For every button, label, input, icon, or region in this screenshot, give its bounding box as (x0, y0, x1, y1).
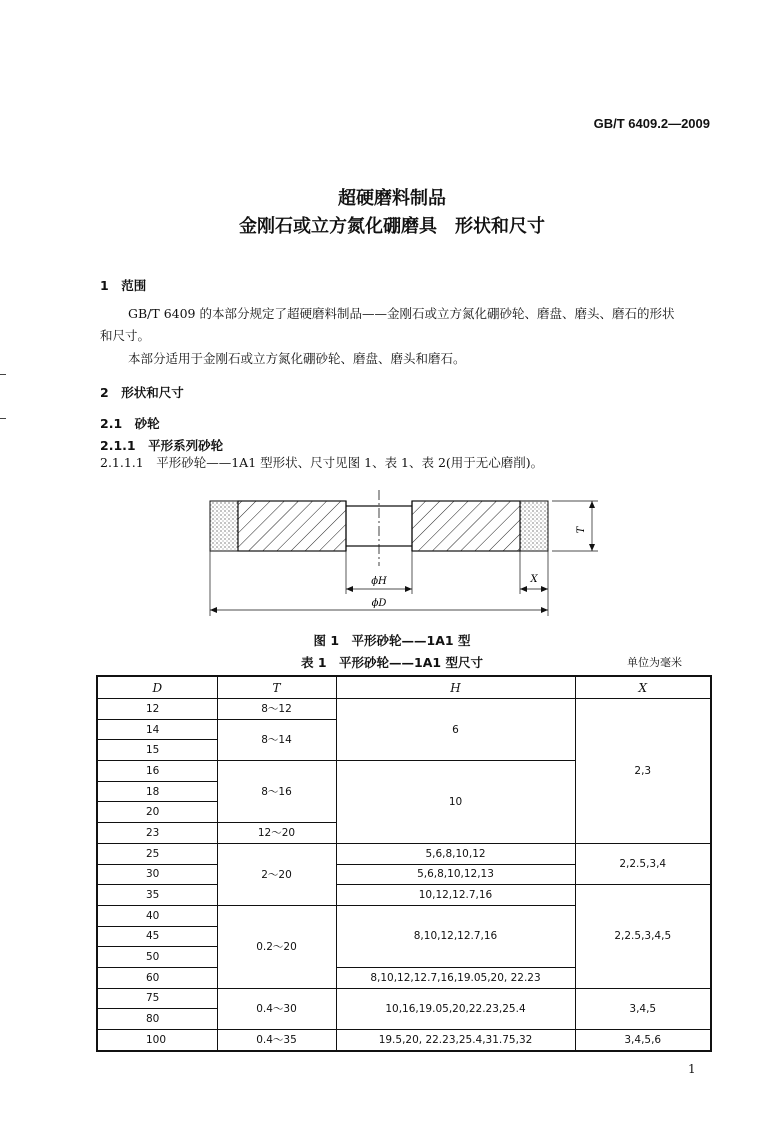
section-2-1-heading: 2.1 砂轮 (100, 416, 160, 431)
section-1-para-1-cont: 和尺寸。 (100, 328, 151, 343)
column-header: D (97, 676, 217, 699)
cell-D: 100 (97, 1030, 217, 1051)
cell-D: 16 (97, 761, 217, 782)
cell-T: 8～12 (217, 699, 336, 720)
cell-T: 8～14 (217, 719, 336, 760)
cell-H: 5,6,8,10,12 (336, 843, 575, 864)
dimension-T-label: T (576, 526, 587, 534)
dimensions-table (96, 675, 712, 1052)
cell-X: 2,2.5,3,4 (575, 843, 711, 884)
dimension-X-label: X (530, 574, 538, 585)
document-title: 超硬磨料制品 (338, 188, 446, 209)
margin-mark (0, 418, 6, 419)
cell-X: 2,2.5,3,4,5 (575, 885, 711, 988)
section-1-heading: 1 范围 (100, 278, 147, 293)
table-row (97, 1030, 711, 1051)
cell-H: 19.5,20, 22.23,25.4,31.75,32 (336, 1030, 575, 1051)
table-row (97, 988, 711, 1009)
cell-D: 40 (97, 905, 217, 926)
cell-D: 75 (97, 988, 217, 1009)
section-2-heading: 2 形状和尺寸 (100, 385, 184, 400)
cell-T: 8～16 (217, 761, 336, 823)
dimension-H-label: ϕH (371, 576, 387, 587)
column-header: T (217, 676, 336, 699)
wheel-body-right (412, 501, 520, 551)
cell-H: 10,16,19.05,20,22.23,25.4 (336, 988, 575, 1029)
table-row (97, 885, 711, 906)
margin-mark (0, 374, 6, 375)
abrasive-layer-left (210, 501, 238, 551)
cell-D: 60 (97, 967, 217, 988)
column-header: H (336, 676, 575, 699)
table-caption: 表 1 平形砂轮——1A1 型尺寸 (301, 655, 483, 670)
cell-T: 0.2～20 (217, 905, 336, 988)
unit-note: 单位为毫米 (627, 656, 682, 669)
cell-D: 25 (97, 843, 217, 864)
cell-H: 10,12,12.7,16 (336, 885, 575, 906)
abrasive-layer-right (520, 501, 548, 551)
cell-D: 50 (97, 947, 217, 968)
page-number: 1 (688, 1062, 696, 1076)
cell-D: 80 (97, 1009, 217, 1030)
figure-caption: 图 1 平形砂轮——1A1 型 (313, 633, 471, 648)
section-2-1-1-1-text: 2.1.1.1 平形砂轮——1A1 型形状、尺寸见图 1、表 1、表 2(用于无心磨削)。 (100, 455, 544, 470)
table-header-row (97, 676, 711, 699)
table-row (97, 843, 711, 864)
cell-D: 45 (97, 926, 217, 947)
cell-X: 3,4,5,6 (575, 1030, 711, 1051)
wheel-body-left (238, 501, 346, 551)
cell-X: 3,4,5 (575, 988, 711, 1029)
cell-D: 15 (97, 740, 217, 761)
section-1-para-1: GB/T 6409 的本部分规定了超硬磨料制品——金刚石或立方氮化硼砂轮、磨盘、磨头、磨石的形状 (128, 306, 675, 321)
cell-D: 30 (97, 864, 217, 885)
section-1-para-2: 本部分适用于金刚石或立方氮化硼砂轮、磨盘、磨头和磨石。 (128, 351, 466, 366)
cell-D: 23 (97, 823, 217, 844)
standard-number: GB/T 6409.2—2009 (593, 116, 710, 131)
cell-H: 8,10,12,12.7,16 (336, 905, 575, 967)
section-2-1-1-heading: 2.1.1 平形系列砂轮 (100, 438, 224, 453)
cell-T: 0.4～30 (217, 988, 336, 1029)
cell-D: 35 (97, 885, 217, 906)
grinding-wheel-drawing (200, 486, 620, 616)
cell-D: 18 (97, 781, 217, 802)
column-header: X (575, 676, 711, 699)
cell-H: 8,10,12,12.7,16,19.05,20, 22.23 (336, 967, 575, 988)
cell-T: 12～20 (217, 823, 336, 844)
cell-X: 2,3 (575, 699, 711, 844)
cell-H: 6 (336, 699, 575, 761)
cell-D: 12 (97, 699, 217, 720)
cell-H: 5,6,8,10,12,13 (336, 864, 575, 885)
cell-T: 0.4～35 (217, 1030, 336, 1051)
dimension-D-label: ϕD (371, 598, 387, 609)
cell-T: 2～20 (217, 843, 336, 905)
cell-D: 14 (97, 719, 217, 740)
cell-D: 20 (97, 802, 217, 823)
table-row (97, 699, 711, 720)
cell-H: 10 (336, 761, 575, 844)
document-subtitle: 金刚石或立方氮化硼磨具 形状和尺寸 (239, 216, 545, 237)
